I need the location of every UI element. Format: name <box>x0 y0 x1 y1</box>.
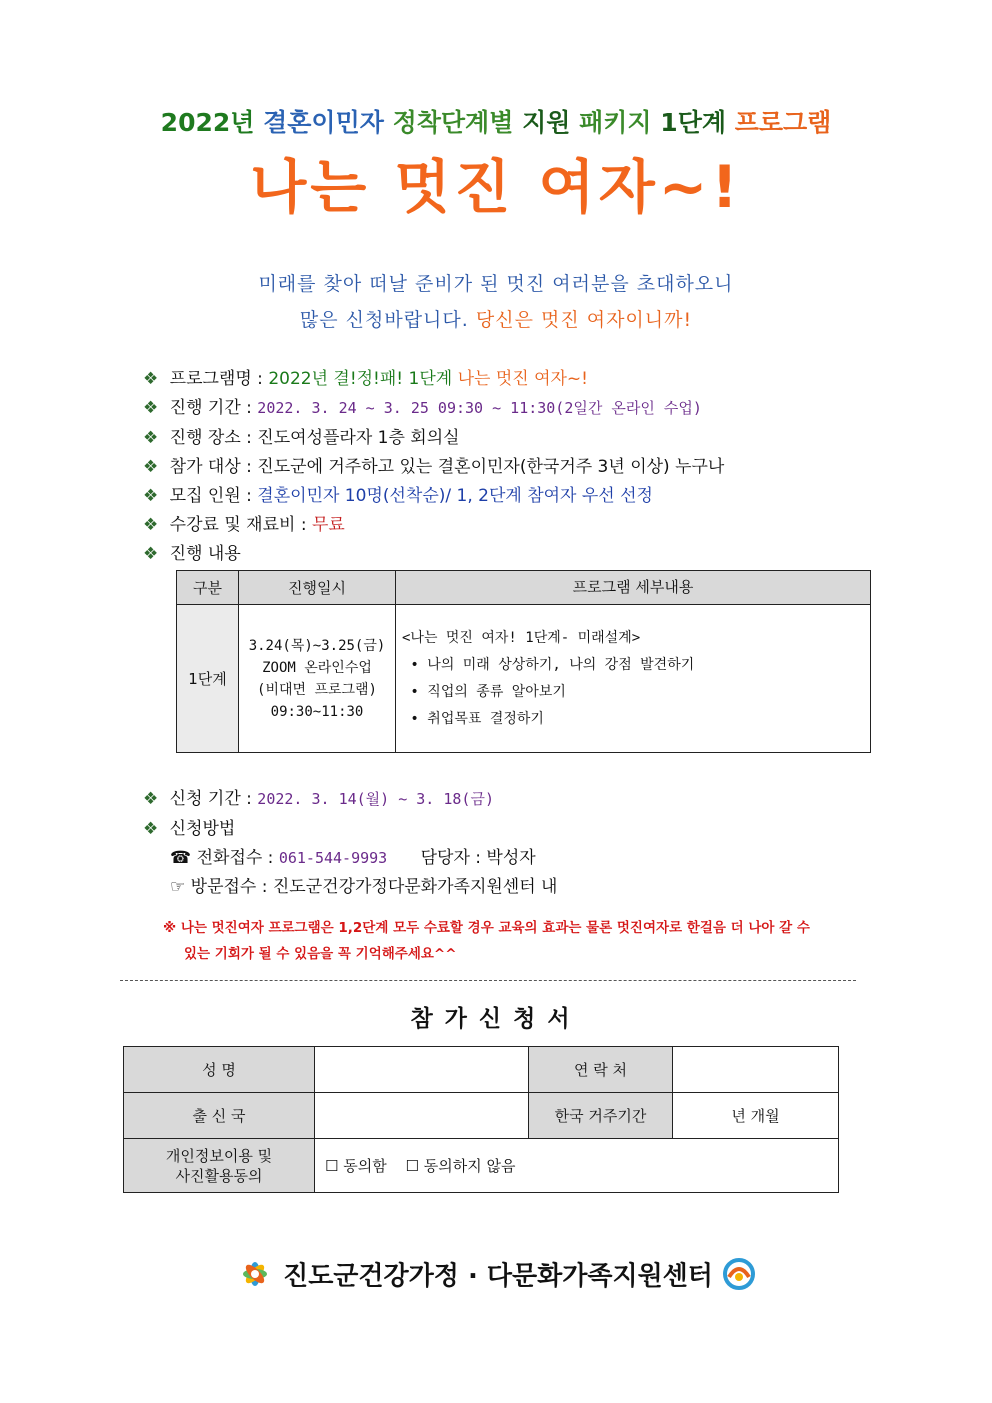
origin-field[interactable] <box>315 1093 529 1139</box>
info-value: 2022년 결!정!패! 1단계 <box>268 369 453 389</box>
apply-method <box>143 814 235 839</box>
datetime-line: 09:30~11:30 <box>270 703 364 720</box>
info-label: 전화접수 : <box>196 848 274 868</box>
info-value: 진도군에 거주하고 있는 결혼이민자(한국거주 3년 이상) 누구나 <box>257 457 725 477</box>
info-target <box>143 452 724 477</box>
info-label: 수강료 및 재료비 : <box>169 515 307 535</box>
info-value: 진도여성플라자 1층 회의실 <box>257 428 460 448</box>
table-header-row <box>177 571 871 605</box>
name-field[interactable] <box>315 1047 529 1093</box>
info-label: 신청 기간 : <box>169 789 252 809</box>
info-value: 결혼이민자 10명(선착순)/ 1, 2단계 참여자 우선 선정 <box>257 486 653 506</box>
cut-line-divider <box>120 980 856 981</box>
detail-item-text: 취업목표 결정하기 <box>427 710 544 727</box>
datetime-line: (비대면 프로그램) <box>257 681 377 698</box>
apply-period <box>143 784 494 809</box>
info-fee <box>143 510 345 535</box>
consent-label-line: 개인정보이용 및 <box>165 1146 273 1165</box>
title-part: 프로그램 <box>734 108 832 137</box>
name-label: 성 명 <box>124 1047 315 1093</box>
diamond-bullet-icon: ❖ <box>143 428 159 448</box>
column-header: 진행일시 <box>239 571 396 605</box>
detail-item: • 나의 미래 상상하기, 나의 강점 발견하기 <box>402 656 695 673</box>
form-title: 참가신청서 <box>410 1006 582 1032</box>
title-part: 결혼이민자 <box>263 108 384 137</box>
agree-checkbox[interactable]: ☐ <box>325 1157 339 1175</box>
residence-field[interactable]: 년 개월 <box>673 1093 839 1139</box>
apply-phone <box>170 843 536 868</box>
info-value: 나는 멋진 여자~! <box>457 369 588 389</box>
diamond-bullet-icon: ❖ <box>143 789 159 809</box>
form-row <box>124 1047 839 1093</box>
info-label: 프로그램명 : <box>169 369 263 389</box>
main-title: 나는 멋진 여자~! <box>250 153 742 221</box>
info-value: 무료 <box>311 515 345 535</box>
phone-icon: ☎ <box>170 848 192 868</box>
info-recruit <box>143 481 653 506</box>
notice-line-2: 있는 기회가 될 수 있음을 꼭 기억해주세요^^ <box>184 946 457 962</box>
intro-highlight: 당신은 멋진 여자이니까! <box>475 309 693 331</box>
info-label: 진행 내용 <box>169 544 241 564</box>
disagree-label: 동의하지 않음 <box>423 1157 516 1175</box>
diamond-bullet-icon: ❖ <box>143 369 159 389</box>
contact-person: 담당자 : 박성자 <box>420 848 536 868</box>
intro-line-1: 미래를 찾아 떠날 준비가 된 멋진 여러분을 초대하오니 <box>258 273 734 295</box>
info-label: 참가 대상 : <box>169 457 252 477</box>
info-label: 신청방법 <box>169 819 236 839</box>
consent-options <box>315 1139 839 1193</box>
diamond-bullet-icon: ❖ <box>143 398 159 418</box>
detail-item-text: 나의 미래 상상하기, 나의 강점 발견하기 <box>427 656 695 673</box>
consent-label-line: 사진활용동의 <box>175 1166 263 1185</box>
info-value: 2022. 3. 24 ~ 3. 25 09:30 ~ 11:30(2일간 온라인 수업) <box>257 399 702 417</box>
diamond-bullet-icon: ❖ <box>143 544 159 564</box>
apply-visit <box>170 872 557 897</box>
info-program <box>143 364 588 389</box>
title-part: 정착단계별 <box>392 108 514 137</box>
program-subtitle <box>0 103 992 139</box>
datetime-line: ZOOM 온라인수업 <box>262 659 372 676</box>
detail-item: • 직업의 종류 알아보기 <box>402 683 566 700</box>
agree-label: 동의함 <box>343 1157 387 1175</box>
title-part: 패키지 <box>579 108 652 137</box>
organization-footer <box>0 1255 992 1293</box>
detail-item: • 취업목표 결정하기 <box>402 710 544 727</box>
detail-item-text: 직업의 종류 알아보기 <box>427 683 566 700</box>
contact-field[interactable] <box>673 1047 839 1093</box>
schedule-table <box>176 570 871 753</box>
intro-text: 많은 신청바랍니다. <box>299 309 469 331</box>
pointing-hand-icon: ☞ <box>170 877 186 897</box>
title-year: 2022년 <box>160 108 255 137</box>
info-label: 진행 장소 : <box>169 428 252 448</box>
residence-label: 한국 거주기간 <box>529 1093 673 1139</box>
form-row <box>124 1139 839 1193</box>
flower-logo-icon <box>236 1255 274 1293</box>
disagree-checkbox[interactable]: ☐ <box>405 1157 419 1175</box>
phone-number: 061-544-9993 <box>278 849 388 867</box>
datetime-line: 3.24(목)~3.25(금) <box>248 637 386 654</box>
diamond-bullet-icon: ❖ <box>143 819 159 839</box>
swirl-logo-icon <box>722 1257 756 1291</box>
contact-label: 연 락 처 <box>529 1047 673 1093</box>
notice-line-1: ※ 나는 멋진여자 프로그램은 1,2단계 모두 수료할 경우 교육의 효과는 물론 멋진여자로 한걸음 더 나아 갈 수 <box>163 920 810 936</box>
column-header: 프로그램 세부내용 <box>396 571 871 605</box>
stage-cell: 1단계 <box>177 605 239 753</box>
consent-label <box>124 1139 315 1193</box>
info-label: 진행 기간 : <box>169 398 252 418</box>
info-label: 모집 인원 : <box>169 486 252 506</box>
organization-name: 진도군건강가정 · 다문화가족지원센터 <box>283 1261 713 1292</box>
title-part: 지원 <box>522 108 571 137</box>
intro-line-2 <box>0 305 992 332</box>
diamond-bullet-icon: ❖ <box>143 486 159 506</box>
info-label: 방문접수 : 진도군건강가정다문화가족지원센터 내 <box>190 877 558 897</box>
application-form <box>123 1046 839 1193</box>
diamond-bullet-icon: ❖ <box>143 457 159 477</box>
info-period <box>143 393 702 418</box>
detail-cell <box>396 605 871 753</box>
info-place <box>143 423 460 448</box>
info-content <box>143 539 241 564</box>
title-part: 1단계 <box>660 108 726 137</box>
info-value: 2022. 3. 14(월) ~ 3. 18(금) <box>257 790 494 808</box>
datetime-cell <box>239 605 396 753</box>
table-row <box>177 605 871 753</box>
form-row <box>124 1093 839 1139</box>
column-header: 구분 <box>177 571 239 605</box>
diamond-bullet-icon: ❖ <box>143 515 159 535</box>
origin-label: 출 신 국 <box>124 1093 315 1139</box>
detail-title: <나는 멋진 여자! 1단계- 미래설계> <box>402 629 641 646</box>
